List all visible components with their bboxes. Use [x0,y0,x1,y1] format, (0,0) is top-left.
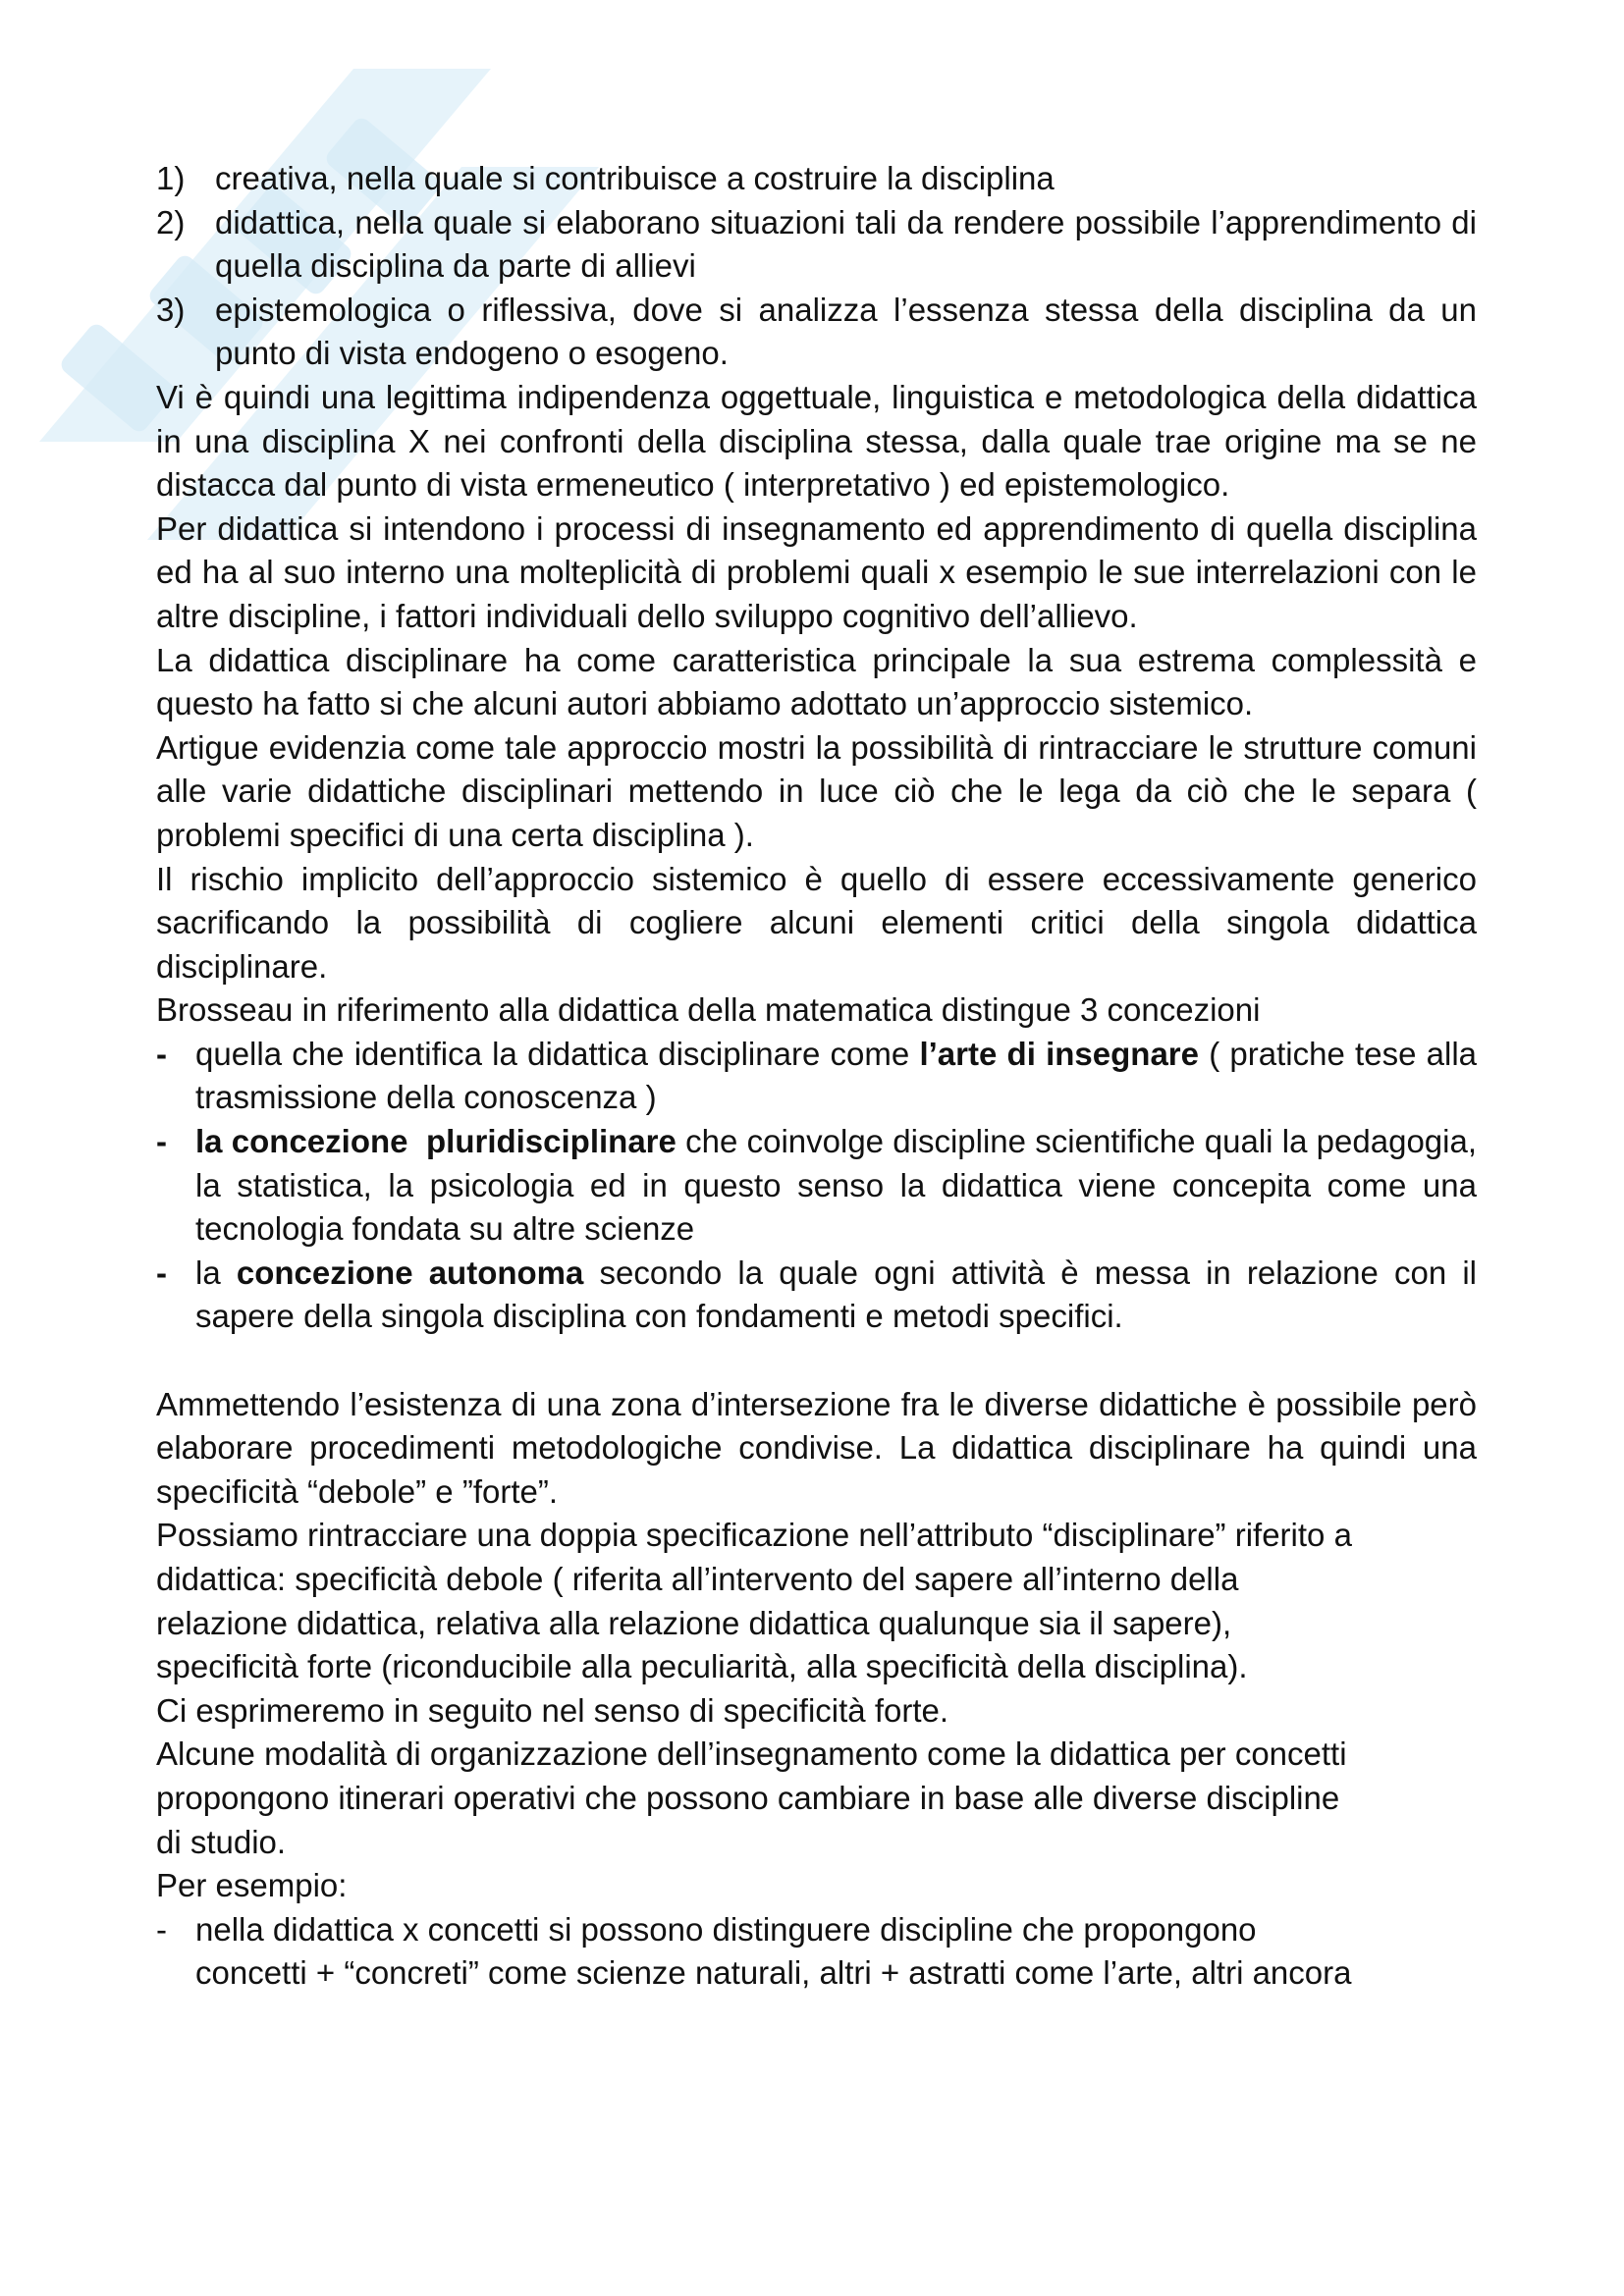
paragraph-modalita-line-3: di studio. [156,1823,287,1860]
paragraph-complessita: La didattica disciplinare ha come caratteristica principale la sua estrema complessità e questo ha fatto si che alcuni autori abbiamo adottato un’approccio sistemico. [156,641,1477,722]
paragraph-specificazione-line-4: specificità forte (riconducibile alla peculiarità, alla specificità della disciplina). [156,1648,1248,1685]
concezione-text [195,1120,1477,1252]
paragraph-intersezione: Ammettendo l’esistenza di una zona d’intersezione fra le diverse didattiche è possibile però elaborare procedimenti metodologiche condivise. La didattica disciplinare ha quindi una specificità “debole” e ”forte”. [156,1385,1477,1510]
numbered-item-1 [156,157,1477,201]
concezione-item-3 [156,1252,1477,1339]
concezione-text-part: quella che identifica la didattica disciplinare come [195,1035,920,1072]
numbered-item-text: didattica, nella quale si elaborano situazioni tali da rendere possibile l’apprendimento di quella disciplina da parte di allievi [215,203,1477,285]
esempio-text [195,1908,1477,1996]
paragraph-per-esempio: Per esempio: [156,1867,348,1904]
dash-marker: - [156,1123,167,1160]
paragraph-artigue: Artigue evidenzia come tale approccio mostri la possibilità di rintracciare le strutture comuni alle varie didattiche disciplinari mettendo in luce ciò che le lega da ciò che le separa ( problemi specifici di una certa disciplina ). [156,728,1477,853]
concezione-bold-term: la concezione pluridisciplinare [195,1123,677,1160]
esempio-line-2: concetti + “concreti” come scienze naturali, altri + astratti come l’arte, altri ancora [195,1954,1352,1992]
concezione-item-1 [156,1033,1477,1120]
paragraph-modalita-line-1: Alcune modalità di organizzazione dell’insegnamento come la didattica per concetti [156,1735,1347,1773]
paragraph-definizione-didattica: Per didattica si intendono i processi di insegnamento ed apprendimento di quella disciplina ed ha al suo interno una molteplicità di problemi quali x esempio le sue interrelazioni con le altre discipline, i fattori individuali dello sviluppo cognitivo dell’allievo. [156,509,1477,634]
numbered-item-text: epistemologica o riflessiva, dove si analizza l’essenza stessa della disciplina da un punto di vista endogeno o esogeno. [215,291,1477,372]
concezione-text-part: ( pratiche tese alla trasmissione della conoscenza ) [195,1035,1478,1116]
concezione-bold-term: concezione autonoma [236,1254,584,1291]
numbered-item-marker: 2) [156,203,186,240]
dash-marker: - [156,1035,167,1072]
concezione-item-2 [156,1120,1477,1252]
concezione-text-part: secondo la quale ogni attività è messa in relazione con il sapere della singola disciplina con fondamenti e metodi specifici. [195,1254,1477,1335]
concezione-text-part: che coinvolge discipline scientifiche quali la pedagogia, la statistica, la psicologia ed in questo senso la didattica viene concepita come una tecnologia fondata su altre scienze [195,1123,1477,1248]
blank-line [156,1339,1477,1383]
concezione-bold-term: l’arte di insegnare [919,1035,1199,1072]
concezione-text [195,1252,1477,1339]
concezione-text-part: la [195,1254,237,1291]
dash-marker: - [156,1910,167,1948]
paragraph-indipendenza: Vi è quindi una legittima indipendenza oggettuale, linguistica e metodologica della didattica in una disciplina X nei confronti della disciplina stessa, dalla quale trae origine ma se ne distacca dal punto di vista ermeneutico ( interpretativo ) ed epistemologico. [156,378,1477,504]
paragraph-specificazione-line-3: relazione didattica, relativa alla relazione didattica qualunque sia il sapere), [156,1604,1232,1641]
numbered-item-2 [156,201,1477,289]
paragraph-specificazione-line-1: Possiamo rintracciare una doppia specificazione nell’attributo “disciplinare” riferito a [156,1517,1352,1554]
numbered-item-text: creativa, nella quale si contribuisce a costruire la disciplina [215,160,1055,196]
paragraph-brosseau: Brosseau in riferimento alla didattica della matematica distingue 3 concezioni [156,991,1261,1029]
esempio-item [156,1908,1477,1996]
paragraph-modalita-line-2: propongono itinerari operativi che possono cambiare in base alle diverse discipline [156,1779,1340,1816]
numbered-item-marker: 3) [156,291,186,328]
numbered-item-3 [156,289,1477,376]
paragraph-specificita-forte: Ci esprimeremo in seguito nel senso di specificità forte. [156,1691,949,1729]
esempio-line-1: nella didattica x concetti si possono distinguere discipline che propongono [195,1910,1257,1948]
concezione-text [195,1033,1477,1120]
paragraph-rischio: Il rischio implicito dell’approccio sistemico è quello di essere eccessivamente generico sacrificando la possibilità di cogliere alcuni elementi critici della singola didattica disciplinare. [156,860,1477,985]
dash-marker: - [156,1254,167,1291]
document-page [156,157,1477,1996]
paragraph-specificazione-line-2: didattica: specificità debole ( riferita all’intervento del sapere all’interno della [156,1561,1239,1597]
numbered-item-marker: 1) [156,160,186,196]
